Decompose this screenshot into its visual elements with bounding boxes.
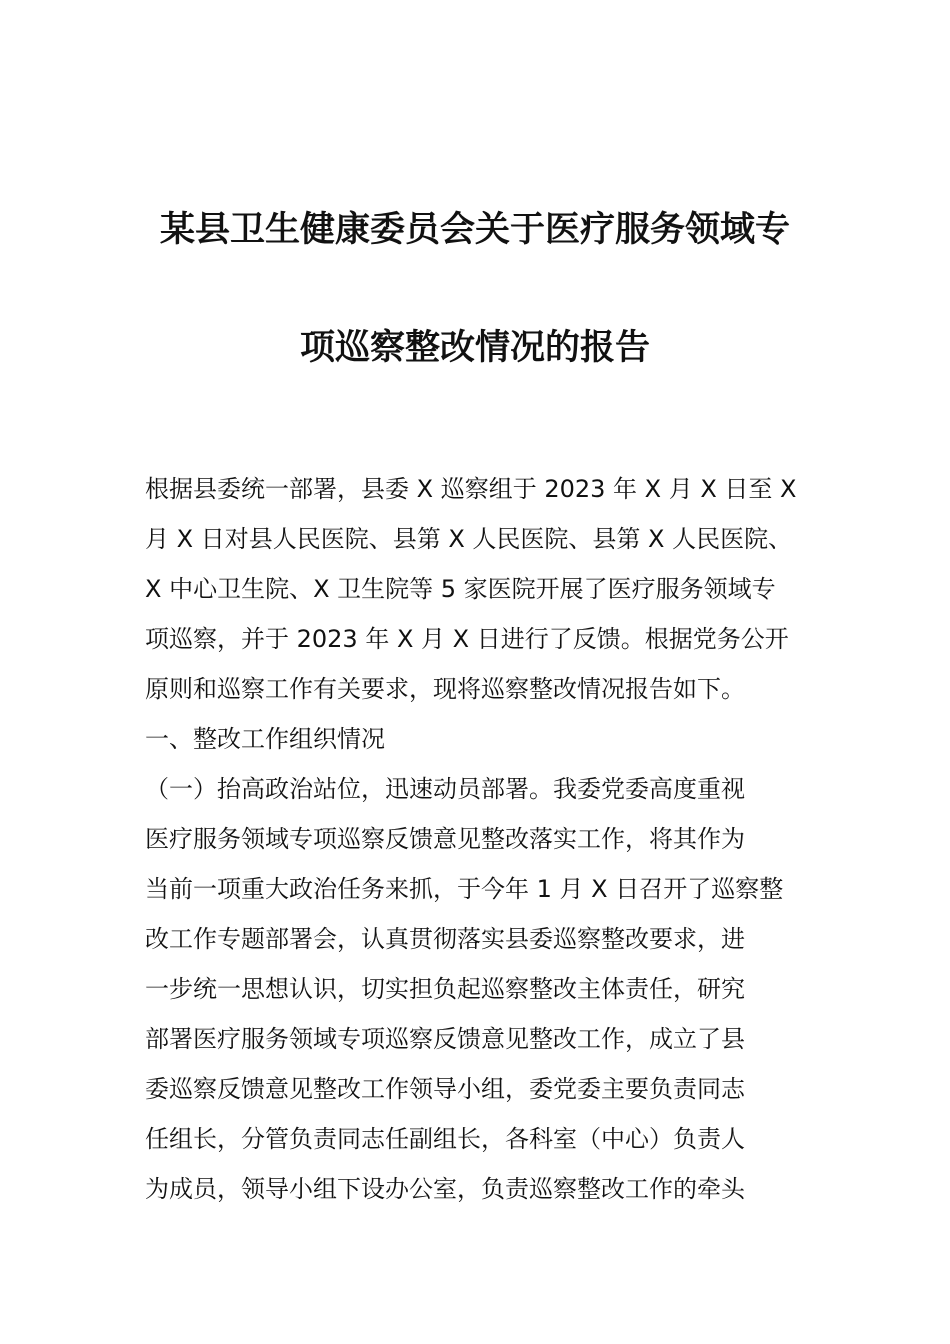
body-line: 任组长，分管负责同志任副组长，各科室（中心）负责人 <box>145 1125 745 1153</box>
body-line: X 中心卫生院、X 卫生院等 5 家医院开展了医疗服务领域专 <box>145 575 776 603</box>
body-line: 为成员，领导小组下设办公室，负责巡察整改工作的牵头 <box>145 1175 745 1203</box>
document-title-line-1: 某县卫生健康委员会关于医疗服务领域专 <box>159 210 790 250</box>
body-line: 原则和巡察工作有关要求，现将巡察整改情况报告如下。 <box>145 675 745 703</box>
body-line: 改工作专题部署会，认真贯彻落实县委巡察整改要求，进 <box>145 925 745 953</box>
body-line: 一步统一思想认识，切实担负起巡察整改主体责任，研究 <box>145 975 745 1003</box>
body-line: 项巡察，并于 2023 年 X 月 X 日进行了反馈。根据党务公开 <box>145 625 789 653</box>
body-line: 部署医疗服务领域专项巡察反馈意见整改工作，成立了县 <box>145 1025 745 1053</box>
document-title-line-2: 项巡察整改情况的报告 <box>299 328 650 368</box>
section-heading: 一、整改工作组织情况 <box>145 725 385 753</box>
body-line: 委巡察反馈意见整改工作领导小组，委党委主要负责同志 <box>145 1075 745 1103</box>
body-line: 月 X 日对县人民医院、县第 X 人民医院、县第 X 人民医院、 <box>145 525 793 553</box>
body-line: 当前一项重大政治任务来抓，于今年 1 月 X 日召开了巡察整 <box>145 875 784 903</box>
body-line: 根据县委统一部署，县委 X 巡察组于 2023 年 X 月 X 日至 X <box>145 475 797 503</box>
body-line: （一）抬高政治站位，迅速动员部署。我委党委高度重视 <box>145 775 745 803</box>
body-line: 医疗服务领域专项巡察反馈意见整改落实工作，将其作为 <box>145 825 745 853</box>
